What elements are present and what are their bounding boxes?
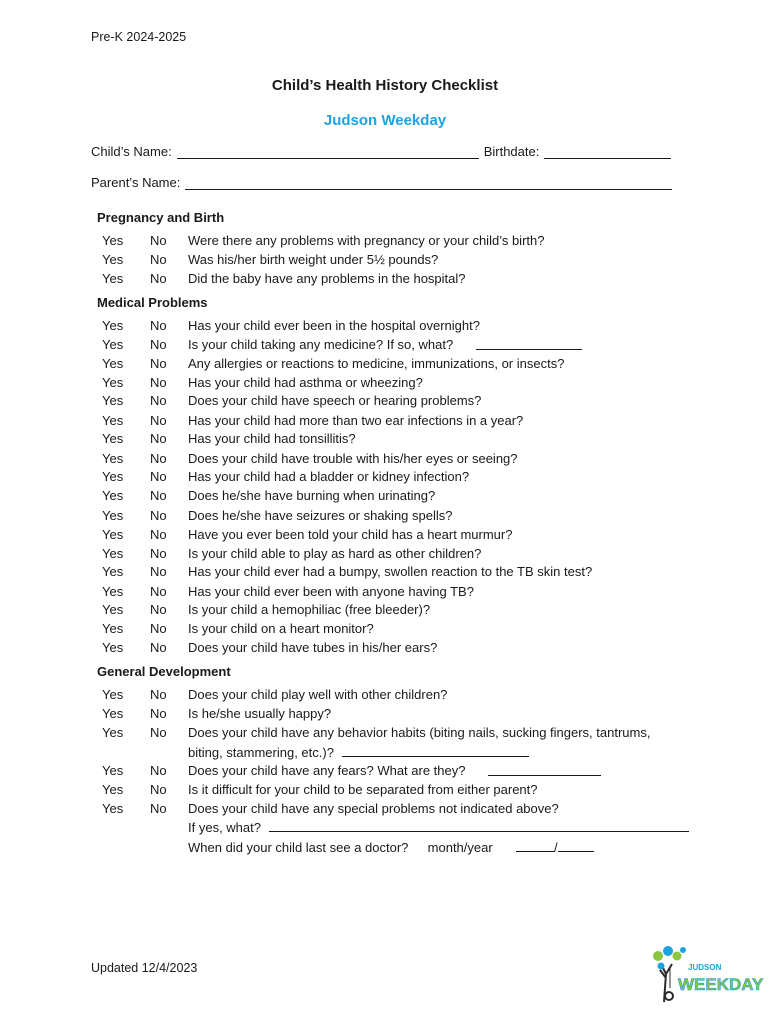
medicine-answer-field[interactable] <box>476 338 582 350</box>
question-row-medical <box>0 584 770 603</box>
section-heading-development: General Development <box>97 664 231 679</box>
no-option[interactable]: No <box>150 271 167 286</box>
question-row-medical <box>0 602 770 621</box>
yes-option[interactable]: Yes <box>102 782 124 797</box>
question-text: Has your child ever been with anyone having TB? <box>188 584 474 599</box>
yes-option[interactable]: Yes <box>102 706 124 721</box>
question-text: Does your child have trouble with his/her eyes or seeing? <box>188 451 518 466</box>
yes-option[interactable]: Yes <box>102 602 124 617</box>
no-option[interactable]: No <box>150 488 167 503</box>
question-text: Is your child on a heart monitor? <box>188 621 374 636</box>
doctor-question: When did your child last see a doctor? <box>188 840 409 855</box>
yes-option[interactable]: Yes <box>102 393 124 408</box>
doctor-month-field[interactable] <box>516 840 554 852</box>
no-option[interactable]: No <box>150 564 167 579</box>
question-row-medical <box>0 318 770 337</box>
question-text: Does your child have tubes in his/her ears? <box>188 640 438 655</box>
yes-option[interactable]: Yes <box>102 318 124 333</box>
doctor-visit-row <box>188 840 594 855</box>
no-option[interactable]: No <box>150 763 167 778</box>
yes-option[interactable]: Yes <box>102 356 124 371</box>
yes-option[interactable]: Yes <box>102 375 124 390</box>
no-option[interactable]: No <box>150 252 167 267</box>
updated-date: Updated 12/4/2023 <box>91 961 198 975</box>
question-text: Does your child have any special problems not indicated above? <box>188 801 559 816</box>
question-row-medical <box>0 375 770 394</box>
program-tag: Pre-K 2024-2025 <box>91 30 187 44</box>
no-option[interactable]: No <box>150 356 167 371</box>
question-text: Is it difficult for your child to be separated from either parent? <box>188 782 538 797</box>
yes-option[interactable]: Yes <box>102 431 124 446</box>
if-yes-row <box>188 820 689 835</box>
no-option[interactable]: No <box>150 640 167 655</box>
question-text: Has your child had tonsillitis? <box>188 431 356 446</box>
question-text: Was his/her birth weight under 5½ pounds? <box>188 252 439 267</box>
question-text: Is your child able to play as hard as other children? <box>188 546 482 561</box>
yes-option[interactable]: Yes <box>102 252 124 267</box>
yes-option[interactable]: Yes <box>102 801 124 816</box>
section-heading-medical: Medical Problems <box>97 295 208 310</box>
parent-name-row <box>91 175 672 190</box>
yes-option[interactable]: Yes <box>102 725 124 740</box>
question-row-medical <box>0 527 770 546</box>
question-row-medical <box>0 451 770 470</box>
question-text: Has your child had asthma or wheezing? <box>188 375 423 390</box>
question-text: Did the baby have any problems in the hospital? <box>188 271 466 286</box>
no-option[interactable]: No <box>150 451 167 466</box>
logo-text-main: WEEKDAY <box>678 975 764 994</box>
yes-option[interactable]: Yes <box>102 564 124 579</box>
yes-option[interactable]: Yes <box>102 451 124 466</box>
section-heading-pregnancy: Pregnancy and Birth <box>97 210 225 225</box>
birthdate-field[interactable] <box>544 147 671 159</box>
question-text: Is your child taking any medicine? If so, what? <box>188 337 454 352</box>
question-text: Any allergies or reactions to medicine, immunizations, or insects? <box>188 356 565 371</box>
child-name-label: Child’s Name: <box>91 144 172 159</box>
page-subtitle: Judson Weekday <box>323 112 447 129</box>
parent-name-label: Parent’s Name: <box>91 175 181 190</box>
child-name-field[interactable] <box>177 147 479 159</box>
yes-option[interactable]: Yes <box>102 621 124 636</box>
question-row-medical <box>0 431 770 450</box>
yes-option[interactable]: Yes <box>102 687 124 702</box>
behavior-habits-field[interactable] <box>342 745 529 757</box>
yes-option[interactable]: Yes <box>102 469 124 484</box>
question-text: Does your child have any behavior habits (biting nails, sucking fingers, tantrums, <box>188 725 651 740</box>
yes-option[interactable]: Yes <box>102 763 124 778</box>
question-text: Does he/she have burning when urinating? <box>188 488 436 503</box>
if-yes-label: If yes, what? <box>188 820 261 835</box>
child-name-row <box>91 144 671 159</box>
doctor-format-label: month/year <box>427 840 493 855</box>
no-option[interactable]: No <box>150 621 167 636</box>
no-option[interactable]: No <box>150 413 167 428</box>
leaf-icon <box>653 951 663 961</box>
no-option[interactable]: No <box>150 469 167 484</box>
no-option[interactable]: No <box>150 801 167 816</box>
question-row-medical <box>0 621 770 640</box>
question-row-development <box>0 725 770 744</box>
question-row-pregnancy <box>0 233 770 252</box>
question-row-development <box>0 782 770 801</box>
page-title: Child’s Health History Checklist <box>271 77 499 94</box>
birthdate-label: Birthdate: <box>483 144 540 159</box>
fears-answer-field[interactable] <box>488 764 601 776</box>
question-text: Does your child have speech or hearing problems? <box>188 393 482 408</box>
question-row-medical <box>0 393 770 412</box>
question-row-medical <box>0 640 770 659</box>
leaf-icon <box>658 963 665 970</box>
question-row-medical <box>0 488 770 507</box>
no-option[interactable]: No <box>150 602 167 617</box>
no-option[interactable]: No <box>150 725 167 740</box>
question-row-medical <box>0 546 770 565</box>
yes-option[interactable]: Yes <box>102 271 124 286</box>
no-option[interactable]: No <box>150 546 167 561</box>
no-option[interactable]: No <box>150 584 167 599</box>
yes-option[interactable]: Yes <box>102 527 124 542</box>
question-text: Has your child had more than two ear infections in a year? <box>188 413 524 428</box>
question-text: Is he/she usually happy? <box>188 706 332 721</box>
question-row-development <box>0 706 770 725</box>
question-row-medical <box>0 337 770 356</box>
doctor-year-field[interactable] <box>558 840 594 852</box>
no-option[interactable]: No <box>150 393 167 408</box>
question-text: Does your child have any fears? What are they? <box>188 763 466 778</box>
behavior-continuation-text: biting, stammering, etc.)? <box>188 745 334 760</box>
no-option[interactable]: No <box>150 687 167 702</box>
question-text: Does he/she have seizures or shaking spells? <box>188 508 453 523</box>
question-row-medical <box>0 356 770 375</box>
no-option[interactable]: No <box>150 318 167 333</box>
parent-name-field[interactable] <box>185 178 672 190</box>
doctor-date-separator: / <box>553 840 558 855</box>
no-option[interactable]: No <box>150 706 167 721</box>
question-row-medical <box>0 508 770 527</box>
tire-swing-icon <box>665 992 673 1000</box>
behavior-continuation <box>188 745 529 760</box>
yes-option[interactable]: Yes <box>102 233 124 248</box>
question-text: Does your child play well with other children? <box>188 687 448 702</box>
leaf-icon <box>673 952 682 961</box>
question-row-development <box>0 763 770 782</box>
yes-option[interactable]: Yes <box>102 337 124 352</box>
yes-option[interactable]: Yes <box>102 413 124 428</box>
no-option[interactable]: No <box>150 508 167 523</box>
question-text: Has your child ever had a bumpy, swollen reaction to the TB skin test? <box>188 564 593 579</box>
yes-option[interactable]: Yes <box>102 488 124 503</box>
question-text: Is your child a hemophiliac (free bleeder)? <box>188 602 431 617</box>
no-option[interactable]: No <box>150 233 167 248</box>
question-text: Have you ever been told your child has a heart murmur? <box>188 527 513 542</box>
no-option[interactable]: No <box>150 375 167 390</box>
yes-option[interactable]: Yes <box>102 640 124 655</box>
question-row-medical <box>0 413 770 432</box>
judson-weekday-logo <box>650 944 764 1006</box>
question-row-pregnancy <box>0 252 770 271</box>
question-text: Has your child ever been in the hospital overnight? <box>188 318 480 333</box>
yes-option[interactable]: Yes <box>102 508 124 523</box>
leaf-icon <box>680 947 686 953</box>
question-text: Were there any problems with pregnancy or your child’s birth? <box>188 233 545 248</box>
question-row-medical <box>0 564 770 583</box>
no-option[interactable]: No <box>150 782 167 797</box>
yes-option[interactable]: Yes <box>102 546 124 561</box>
leaf-icon <box>663 946 673 956</box>
question-row-development <box>0 801 770 820</box>
no-option[interactable]: No <box>150 431 167 446</box>
question-row-development <box>0 687 770 706</box>
special-problems-field[interactable] <box>269 820 689 832</box>
question-row-medical <box>0 469 770 488</box>
yes-option[interactable]: Yes <box>102 584 124 599</box>
logo-text-top: JUDSON <box>688 963 722 972</box>
no-option[interactable]: No <box>150 527 167 542</box>
question-row-pregnancy <box>0 271 770 290</box>
question-text: Has your child had a bladder or kidney infection? <box>188 469 470 484</box>
no-option[interactable]: No <box>150 337 167 352</box>
